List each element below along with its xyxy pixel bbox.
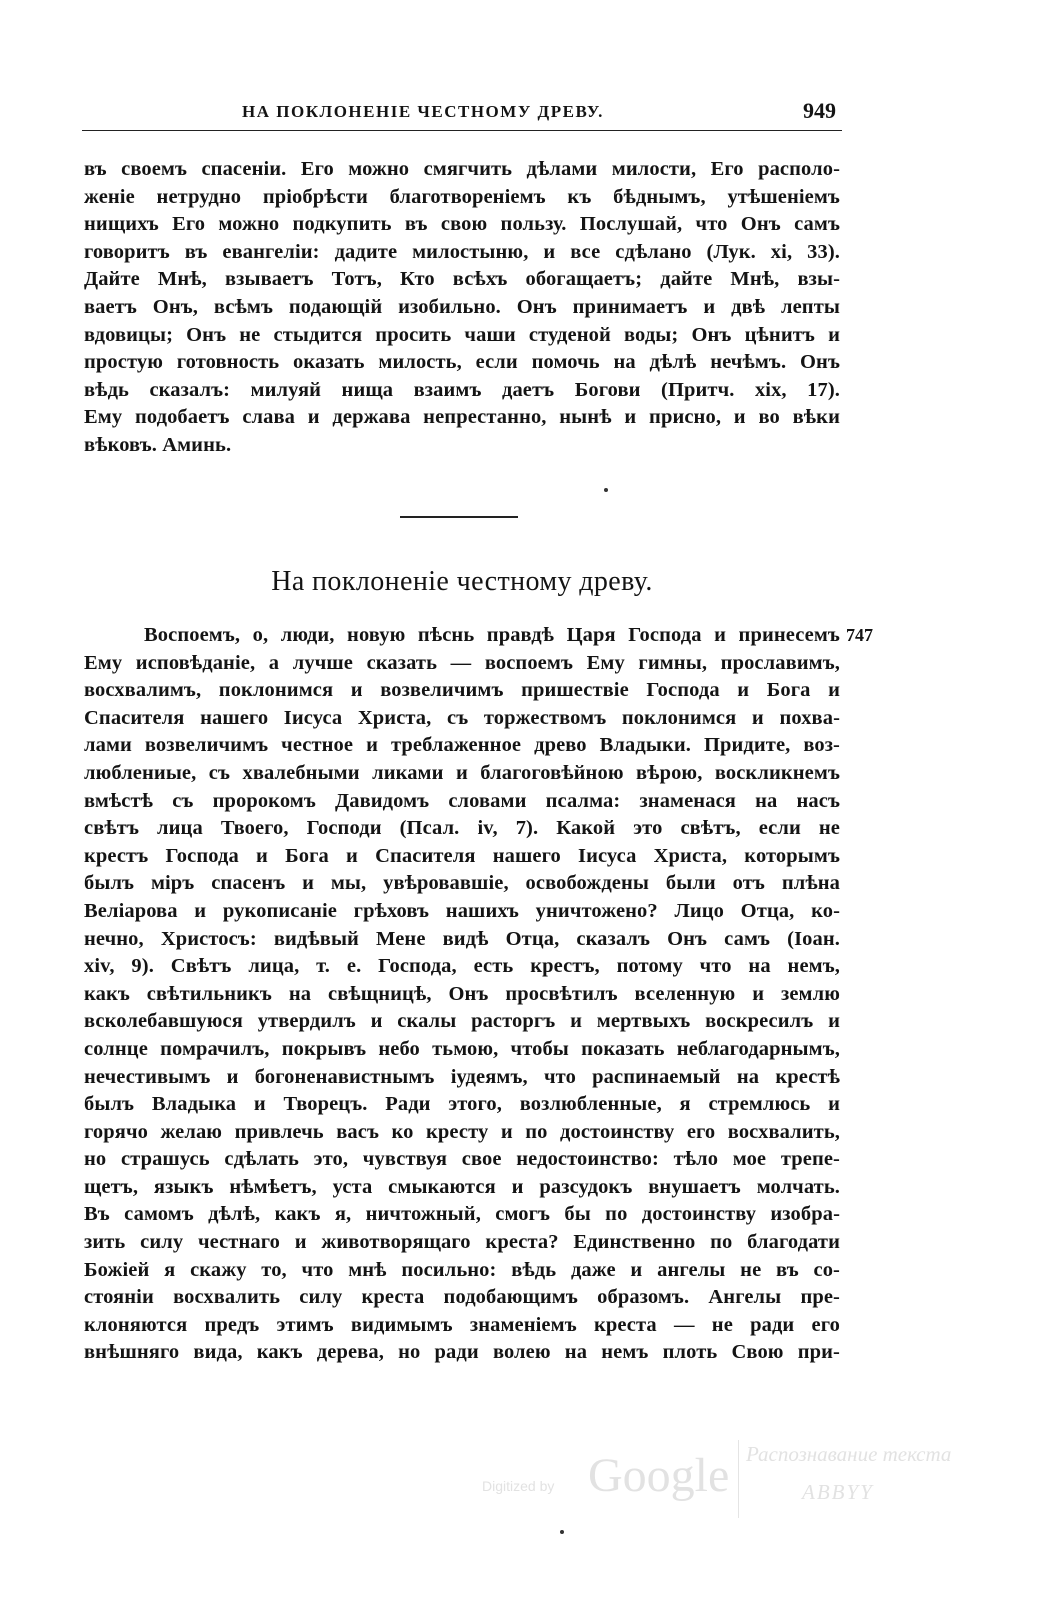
text-line: Спасителя нашего Іисуса Христа, съ торжествомъ поклонимся и похва- — [84, 706, 840, 729]
text-line: люблениые, съ хвалебными ликами и благоговѣйною вѣрою, воскликнемъ — [84, 761, 840, 784]
text-line: xiv, 9). Свѣтъ лица, т. е. Господа, есть крестъ, потому что на немъ, — [84, 955, 840, 978]
watermark-ocr-vendor: ABBYY — [802, 1480, 874, 1504]
text-line: свѣтъ лица Твоего, Господи (Псал. iv, 7). Какой это свѣтъ, если не — [84, 817, 840, 840]
section-title: На поклоненіе честному древу. — [271, 566, 653, 597]
text-line: стояніи восхвалить силу креста подобающимъ образомъ. Ангелы пре- — [84, 1286, 840, 1309]
text-line: щетъ, языкъ нѣмѣетъ, уста смыкаются и разсудокъ внушаетъ молчать. — [84, 1175, 840, 1198]
text-line: но страшусь сдѣлать это, чувствуя свое недостоинство: тѣло мое трепе- — [84, 1148, 840, 1171]
watermark-digitized-by: Digitized by — [482, 1478, 555, 1494]
text-line: горячо желаю привлечь васъ ко кресту и по достоинству его восхвалить, — [84, 1120, 840, 1143]
text-line: внѣшняго вида, какъ дерева, но ради волею на немъ плоть Свою при- — [84, 1341, 840, 1364]
margin-page-reference: 747 — [846, 625, 873, 645]
text-line: Ему исповѣданіе, а лучше сказать — воспоемъ Ему гимны, прославимъ, — [84, 651, 840, 674]
digitization-watermark — [482, 1440, 1002, 1520]
text-line: Ему подобаетъ слава и держава непрестанно, нынѣ и присно, и во вѣки — [84, 406, 840, 429]
text-line: былъ міръ спасенъ и мы, увѣровавшіе, освобождены были отъ плѣна — [84, 872, 840, 895]
text-line: говоритъ въ евангеліи: дадите милостыню, и все сдѣлано (Лук. xi, 33). — [84, 240, 840, 263]
paragraph-main — [84, 622, 840, 1367]
page-number: 949 — [803, 98, 836, 123]
text-line: солнце помрачилъ, покрывъ небо тьмою, чтобы показать неблагодарнымъ, — [84, 1037, 840, 1060]
text-line: былъ Владыка и Творецъ. Ради этого, возлюбленные, я стремлюсь и — [84, 1093, 840, 1116]
watermark-ocr-label: Распознавание текста — [746, 1442, 952, 1466]
text-line: лами возвеличимъ честное и треблаженное древо Владыки. Придите, воз- — [84, 734, 840, 757]
running-title: НА ПОКЛОНЕНІЕ ЧЕСТНОМУ ДРЕВУ. — [242, 102, 604, 121]
text-line: нечно, Христосъ: видѣвый Мене видѣ Отца, сказалъ Онъ самъ (Іоан. — [84, 927, 840, 950]
text-line: вдовицы; Онъ не стыдится просить чаши студеной воды; Онъ цѣнитъ и — [84, 323, 840, 346]
print-speck — [604, 488, 608, 492]
paragraph-continuation — [84, 156, 840, 460]
print-speck — [560, 1530, 564, 1534]
text-line: Воспоемъ, о, люди, новую пѣснь правдѣ Царя Господа и принесемъ — [144, 624, 840, 646]
text-line: Дайте Мнѣ, взываетъ Тотъ, Кто всѣхъ обогащаетъ; дайте Мнѣ, взы- — [84, 268, 840, 291]
text-line: восхвалимъ, поклонимся и возвеличимъ пришествіе Господа и Бога и — [84, 679, 840, 702]
running-head — [82, 98, 842, 128]
text-line: какъ свѣтильникъ на свѣщницѣ, Онъ просвѣтилъ вселенную и землю — [84, 982, 840, 1005]
text-line: Божіей я скажу то, что мнѣ посильно: вѣдь даже и ангелы не въ со- — [84, 1258, 840, 1281]
text-line: вѣдь сказалъ: милуяй нища взаимъ даетъ Богови (Притч. xix, 17). — [84, 378, 840, 401]
text-line: въ своемъ спасеніи. Его можно смягчить дѣлами милости, Его располо- — [84, 158, 840, 180]
text-line: крестъ Господа и Бога и Спасителя нашего Іисуса Христа, которымъ — [84, 844, 840, 867]
text-line: простую готовность оказать милость, если помочь на дѣлѣ нечѣмъ. Онъ — [84, 351, 840, 374]
text-line: нищихъ Его можно подкупить въ свою пользу. Послушай, что Онъ самъ — [84, 213, 840, 236]
text-line: зить силу честнаго и животворящаго креста? Единственно по благодати — [84, 1231, 840, 1254]
watermark-google-logo: Google — [588, 1449, 730, 1502]
text-line: Веліарова и рукописаніе грѣховъ нашихъ уничтожено? Лицо Отца, ко- — [84, 899, 840, 922]
section-divider — [400, 516, 518, 518]
text-line: всколебавшуюся утвердилъ и скалы расторгъ и мертвыхъ воскресилъ и — [84, 1010, 840, 1033]
text-line: нечестивымъ и богоненавистнымъ іудеямъ, что распинаемый на крестѣ — [84, 1065, 840, 1088]
text-line: вмѣстѣ съ пророкомъ Давидомъ словами псалма: знаменася на насъ — [84, 789, 840, 812]
watermark-divider — [738, 1440, 739, 1518]
text-line: клоняются предъ этимъ видимымъ знаменіемъ креста — не ради его — [84, 1313, 840, 1336]
text-line: ваетъ Онъ, всѣмъ подающій изобильно. Онъ принимаетъ и двѣ лепты — [84, 295, 840, 318]
header-rule — [82, 130, 842, 131]
text-line: вѣковъ. Аминь. — [84, 433, 232, 456]
text-line: женіе нетрудно пріобрѣсти благотвореніемъ къ бѣднымъ, утѣшеніемъ — [84, 185, 840, 208]
text-line: Въ самомъ дѣлѣ, какъ я, ничтожный, смогъ бы по достоинству изобра- — [84, 1203, 840, 1226]
